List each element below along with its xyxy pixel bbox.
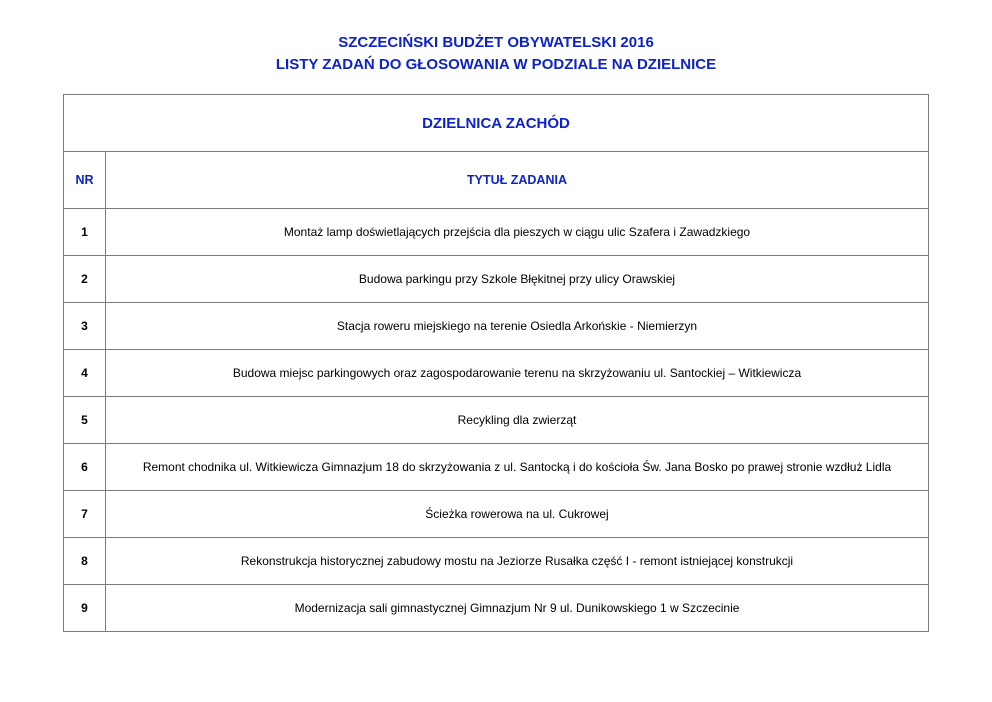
column-header-nr: NR bbox=[64, 152, 106, 209]
table-row bbox=[64, 538, 929, 585]
task-title: Ścieżka rowerowa na ul. Cukrowej bbox=[106, 491, 929, 538]
district-header: DZIELNICA ZACHÓD bbox=[64, 95, 929, 152]
task-title: Budowa miejsc parkingowych oraz zagospodarowanie terenu na skrzyżowaniu ul. Santockiej – Witkiewicza bbox=[106, 350, 929, 397]
task-number: 2 bbox=[64, 256, 106, 303]
task-title: Montaż lamp doświetlających przejścia dla pieszych w ciągu ulic Szafera i Zawadzkiego bbox=[106, 209, 929, 256]
task-title: Modernizacja sali gimnastycznej Gimnazjum Nr 9 ul. Dunikowskiego 1 w Szczecinie bbox=[106, 585, 929, 632]
task-number: 3 bbox=[64, 303, 106, 350]
task-title: Stacja roweru miejskiego na terenie Osiedla Arkońskie - Niemierzyn bbox=[106, 303, 929, 350]
table-row bbox=[64, 585, 929, 632]
table-row bbox=[64, 491, 929, 538]
task-title: Budowa parkingu przy Szkole Błękitnej przy ulicy Orawskiej bbox=[106, 256, 929, 303]
column-header-title: TYTUŁ ZADANIA bbox=[106, 152, 929, 209]
task-title: Remont chodnika ul. Witkiewicza Gimnazjum 18 do skrzyżowania z ul. Santocką i do kościoła Św. Jana Bosko po prawej stronie wzdłuż Lidla bbox=[106, 444, 929, 491]
table-row bbox=[64, 209, 929, 256]
task-title: Recykling dla zwierząt bbox=[106, 397, 929, 444]
table-row bbox=[64, 444, 929, 491]
task-number: 4 bbox=[64, 350, 106, 397]
tasks-table bbox=[63, 94, 929, 632]
document-title-line2: LISTY ZADAŃ DO GŁOSOWANIA W PODZIALE NA DZIELNICE bbox=[275, 56, 717, 73]
task-title: Rekonstrukcja historycznej zabudowy mostu na Jeziorze Rusałka część I - remont istniejącej konstrukcji bbox=[106, 538, 929, 585]
task-number: 6 bbox=[64, 444, 106, 491]
tasks-table-body bbox=[64, 209, 929, 632]
table-row bbox=[64, 303, 929, 350]
task-number: 7 bbox=[64, 491, 106, 538]
task-number: 1 bbox=[64, 209, 106, 256]
task-number: 9 bbox=[64, 585, 106, 632]
table-row bbox=[64, 397, 929, 444]
table-row bbox=[64, 256, 929, 303]
table-row bbox=[64, 350, 929, 397]
district-header-row bbox=[64, 95, 929, 152]
column-header-row bbox=[64, 152, 929, 209]
task-number: 8 bbox=[64, 538, 106, 585]
document-title-line1: SZCZECIŃSKI BUDŻET OBYWATELSKI 2016 bbox=[338, 34, 654, 51]
task-number: 5 bbox=[64, 397, 106, 444]
document-title bbox=[0, 0, 992, 76]
